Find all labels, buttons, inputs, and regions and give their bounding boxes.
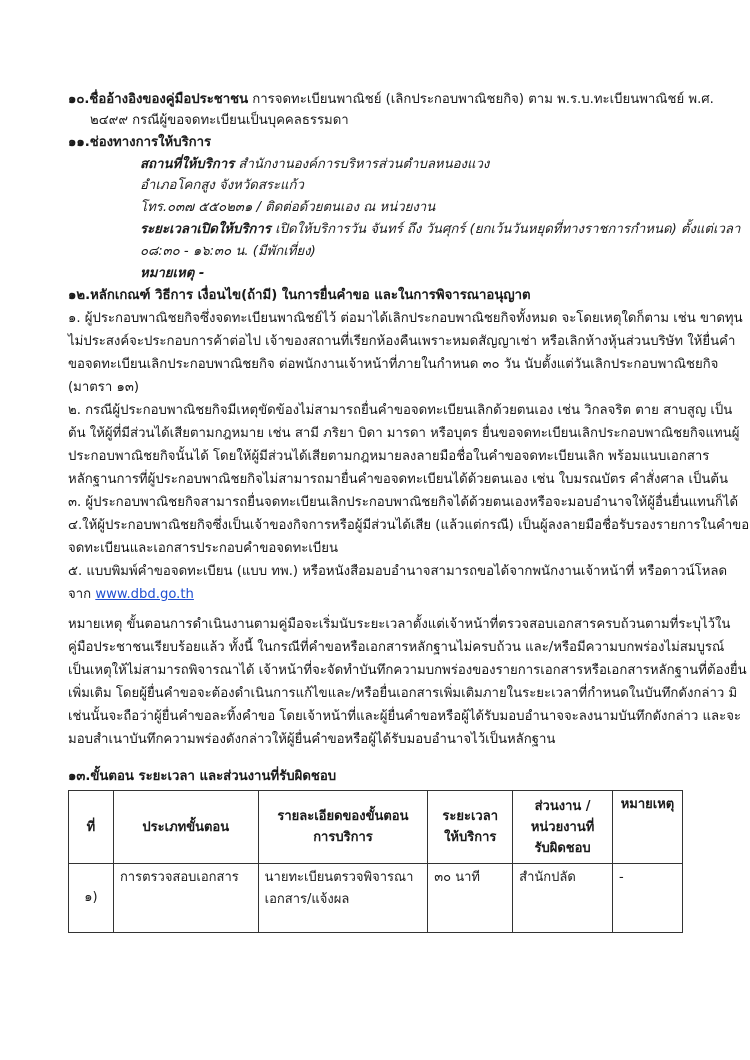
criteria-line: ประกอบพาณิชยกิจนั้นได้ โดยให้ผู้มีส่วนได้เสียตามกฎหมายลงลายมือชื่อในคำขอจดทะเบียนเลิก พร้อมแนบเอกสาร <box>68 449 710 464</box>
remark-line: คู่มือประชาชนเรียบร้อยแล้ว ทั้งนี้ ในกรณีที่คำขอหรือเอกสารหลักฐานไม่ครบถ้วน และ/หรือมีความบกพร่องไม่สมบูรณ์ <box>68 640 725 655</box>
table-header-row <box>69 791 683 864</box>
download-prefix: จาก <box>68 587 96 602</box>
service-hours-value: เปิดให้บริการวัน จันทร์ ถึง วันศุกร์ (ยกเว้นวันหยุดที่ทางราชการกำหนด) ตั้งแต่เวลา <box>270 222 741 237</box>
remark-line: หมายเหตุ ขั้นตอนการดำเนินงานตามคู่มือจะเริ่มนับระยะเวลาตั้งแต่เจ้าหน้าที่ตรวจสอบเอกสารครบถ้วนตามที่ระบุไว้ใน <box>68 617 731 632</box>
criteria-line: ๒. กรณีผู้ประกอบพาณิชยกิจมีเหตุขัดข้องไม่สามารถยื่นคำขอจดทะเบียนเลิกด้วยตนเอง เช่น วิกลจริต ตาย สาบสูญ เป็น <box>68 403 733 418</box>
section-10-text: การจดทะเบียนพาณิชย์ (เลิกประกอบพาณิชยกิจ) ตาม พ.ร.บ.ทะเบียนพาณิชย์ พ.ศ. <box>248 92 714 107</box>
steps-table <box>68 790 683 933</box>
criteria-line: (มาตรา ๑๓) <box>68 380 140 395</box>
criteria-line: ๓. ผู้ประกอบพาณิชยกิจสามารถยื่นจดทะเบียนเลิกประกอบพาณิชยกิจได้ด้วยตนเองหรือจะมอบอำนาจให้ผู้อื่นยื่นแทนก็ได้ <box>68 495 739 510</box>
cell-detail: นายทะเบียนตรวจพิจารณา เอกสาร/แจ้งผล <box>258 864 428 933</box>
dbd-link[interactable]: www.dbd.go.th <box>95 587 194 602</box>
cell-type: การตรวจสอบเอกสาร <box>113 864 258 933</box>
service-place-value: สำนักงานองค์การบริหารส่วนตำบลหนองแวง <box>234 157 490 172</box>
remark-line: มอบสำเนาบันทึกความพร่องดังกล่าวให้ผู้ยื่นคำขอหรือผู้ได้รับมอบอำนาจไว้เป็นหลักฐาน <box>68 732 556 747</box>
criteria-line: ๕. แบบพิมพ์คำขอจดทะเบียน (แบบ ทพ.) หรือหนังสือมอบอำนาจสามารถขอได้จากพนักงานเจ้าหน้าที่ หรือดาวน์โหลด <box>68 564 728 579</box>
criteria-line: ไม่ประสงค์จะประกอบการค้าต่อไป เจ้าของสถานที่เรียกห้องคืนเพราะหมดสัญญาเช่า หรือเลิกห้างหุ้นส่วนบริษัท ให้ยื่นคำ <box>68 334 736 349</box>
service-phone: โทร.๐๓๗ ๕๕๐๒๓๑ / ติดต่อด้วยตนเอง ณ หน่วยงาน <box>140 200 436 215</box>
service-hours-line <box>140 220 740 240</box>
criteria-line: ๔.ให้ผู้ประกอบพาณิชยกิจซึ่งเป็นเจ้าของกิจการหรือผู้มีส่วนได้เสีย (แล้วแต่กรณี) เป็นผู้ลงลายมือชื่อรับรองรายการในคำขอ <box>68 518 750 533</box>
col-header-type: ประเภทขั้นตอน <box>113 791 258 864</box>
criteria-line: จดทะเบียนและเอกสารประกอบคำขอจดทะเบียน <box>68 541 338 556</box>
service-place-value2: อำเภอโคกสูง จังหวัดสระแก้ว <box>140 178 304 193</box>
cell-unit: สำนักปลัด <box>513 864 613 933</box>
service-note: หมายเหตุ - <box>140 266 205 281</box>
cell-no: ๑) <box>69 864 114 933</box>
col-header-unit: ส่วนงาน / หน่วยงานที่ รับผิดชอบ <box>513 791 613 864</box>
cell-note: - <box>612 864 682 933</box>
col-header-detail: รายละเอียดของขั้นตอน การบริการ <box>258 791 428 864</box>
download-line <box>68 585 194 605</box>
section-12-heading: ๑๒.หลักเกณฑ์ วิธีการ เงื่อนไข(ถ้ามี) ในการยื่นคำขอ และในการพิจารณาอนุญาต <box>68 288 531 303</box>
section-11-heading: ๑๑.ช่องทางการให้บริการ <box>68 135 212 150</box>
remark-line: เช่นนั้นจะถือว่าผู้ยื่นคำขอละทิ้งคำขอ โดยเจ้าหน้าที่และผู้ยื่นคำขอหรือผู้ได้รับมอบอำนาจจะลงนามบันทึกดังกล่าว และจะ <box>68 709 742 724</box>
criteria-line: ขอจดทะเบียนเลิกประกอบพาณิชยกิจ ต่อพนักงานเจ้าหน้าที่ภายในกำหนด ๓๐ วัน นับตั้งแต่วันเลิกประกอบพาณิชยกิจ <box>68 357 719 372</box>
col-header-note: หมายเหตุ <box>612 791 682 864</box>
col-header-no: ที่ <box>69 791 114 864</box>
col-header-duration: ระยะเวลา ให้บริการ <box>428 791 513 864</box>
table-row <box>69 864 683 933</box>
criteria-line: หลักฐานการที่ผู้ประกอบพาณิชยกิจไม่สามารถมายื่นคำขอจดทะเบียนได้ด้วยตนเอง เช่น ใบมรณบัตร คำสั่งศาล เป็นต้น <box>68 472 728 487</box>
service-place-label: สถานที่ให้บริการ <box>140 157 235 172</box>
remark-line: เพิ่มเติม โดยผู้ยื่นคำขอจะต้องดำเนินการแก้ไขและ/หรือยื่นเอกสารเพิ่มเติมภายในระยะเวลาที่กำหนดในบันทึกดังกล่าว มิ <box>68 686 738 701</box>
section-10-line1 <box>68 90 714 110</box>
service-hours-value2: ๐๘:๓๐ - ๑๖:๓๐ น. (มีพักเที่ยง) <box>140 244 316 259</box>
criteria-line: ต้น ให้ผู้ที่มีส่วนได้เสียตามกฎหมาย เช่น สามี ภริยา บิดา มารดา หรือบุตร ยื่นขอจดทะเบียนเลิกประกอบพาณิชยกิจแทนผู้ <box>68 426 740 441</box>
section-10-heading: ๑๐.ชื่ออ้างอิงของคู่มือประชาชน <box>68 92 249 107</box>
service-place-line <box>140 155 489 175</box>
section-13-heading: ๑๓.ขั้นตอน ระยะเวลา และส่วนงานที่รับผิดชอบ <box>68 769 337 784</box>
cell-duration: ๓๐ นาที <box>428 864 513 933</box>
service-hours-label: ระยะเวลาเปิดให้บริการ <box>140 222 271 237</box>
remark-line: เป็นเหตุให้ไม่สามารถพิจารณาได้ เจ้าหน้าที่จะจัดทำบันทึกความบกพร่องของรายการเอกสารหรือเอกสารหลักฐานที่ต้องยื่น <box>68 663 747 678</box>
criteria-line: ๑. ผู้ประกอบพาณิชยกิจซึ่งจดทะเบียนพาณิชย์ไว้ ต่อมาได้เลิกประกอบพาณิชยกิจทั้งหมด จะโดยเหตุใดก็ตาม เช่น ขาดทุน <box>68 311 743 326</box>
section-10-line2: ๒๔๙๙ กรณีผู้ขอจดทะเบียนเป็นบุคคลธรรมดา <box>90 113 349 128</box>
